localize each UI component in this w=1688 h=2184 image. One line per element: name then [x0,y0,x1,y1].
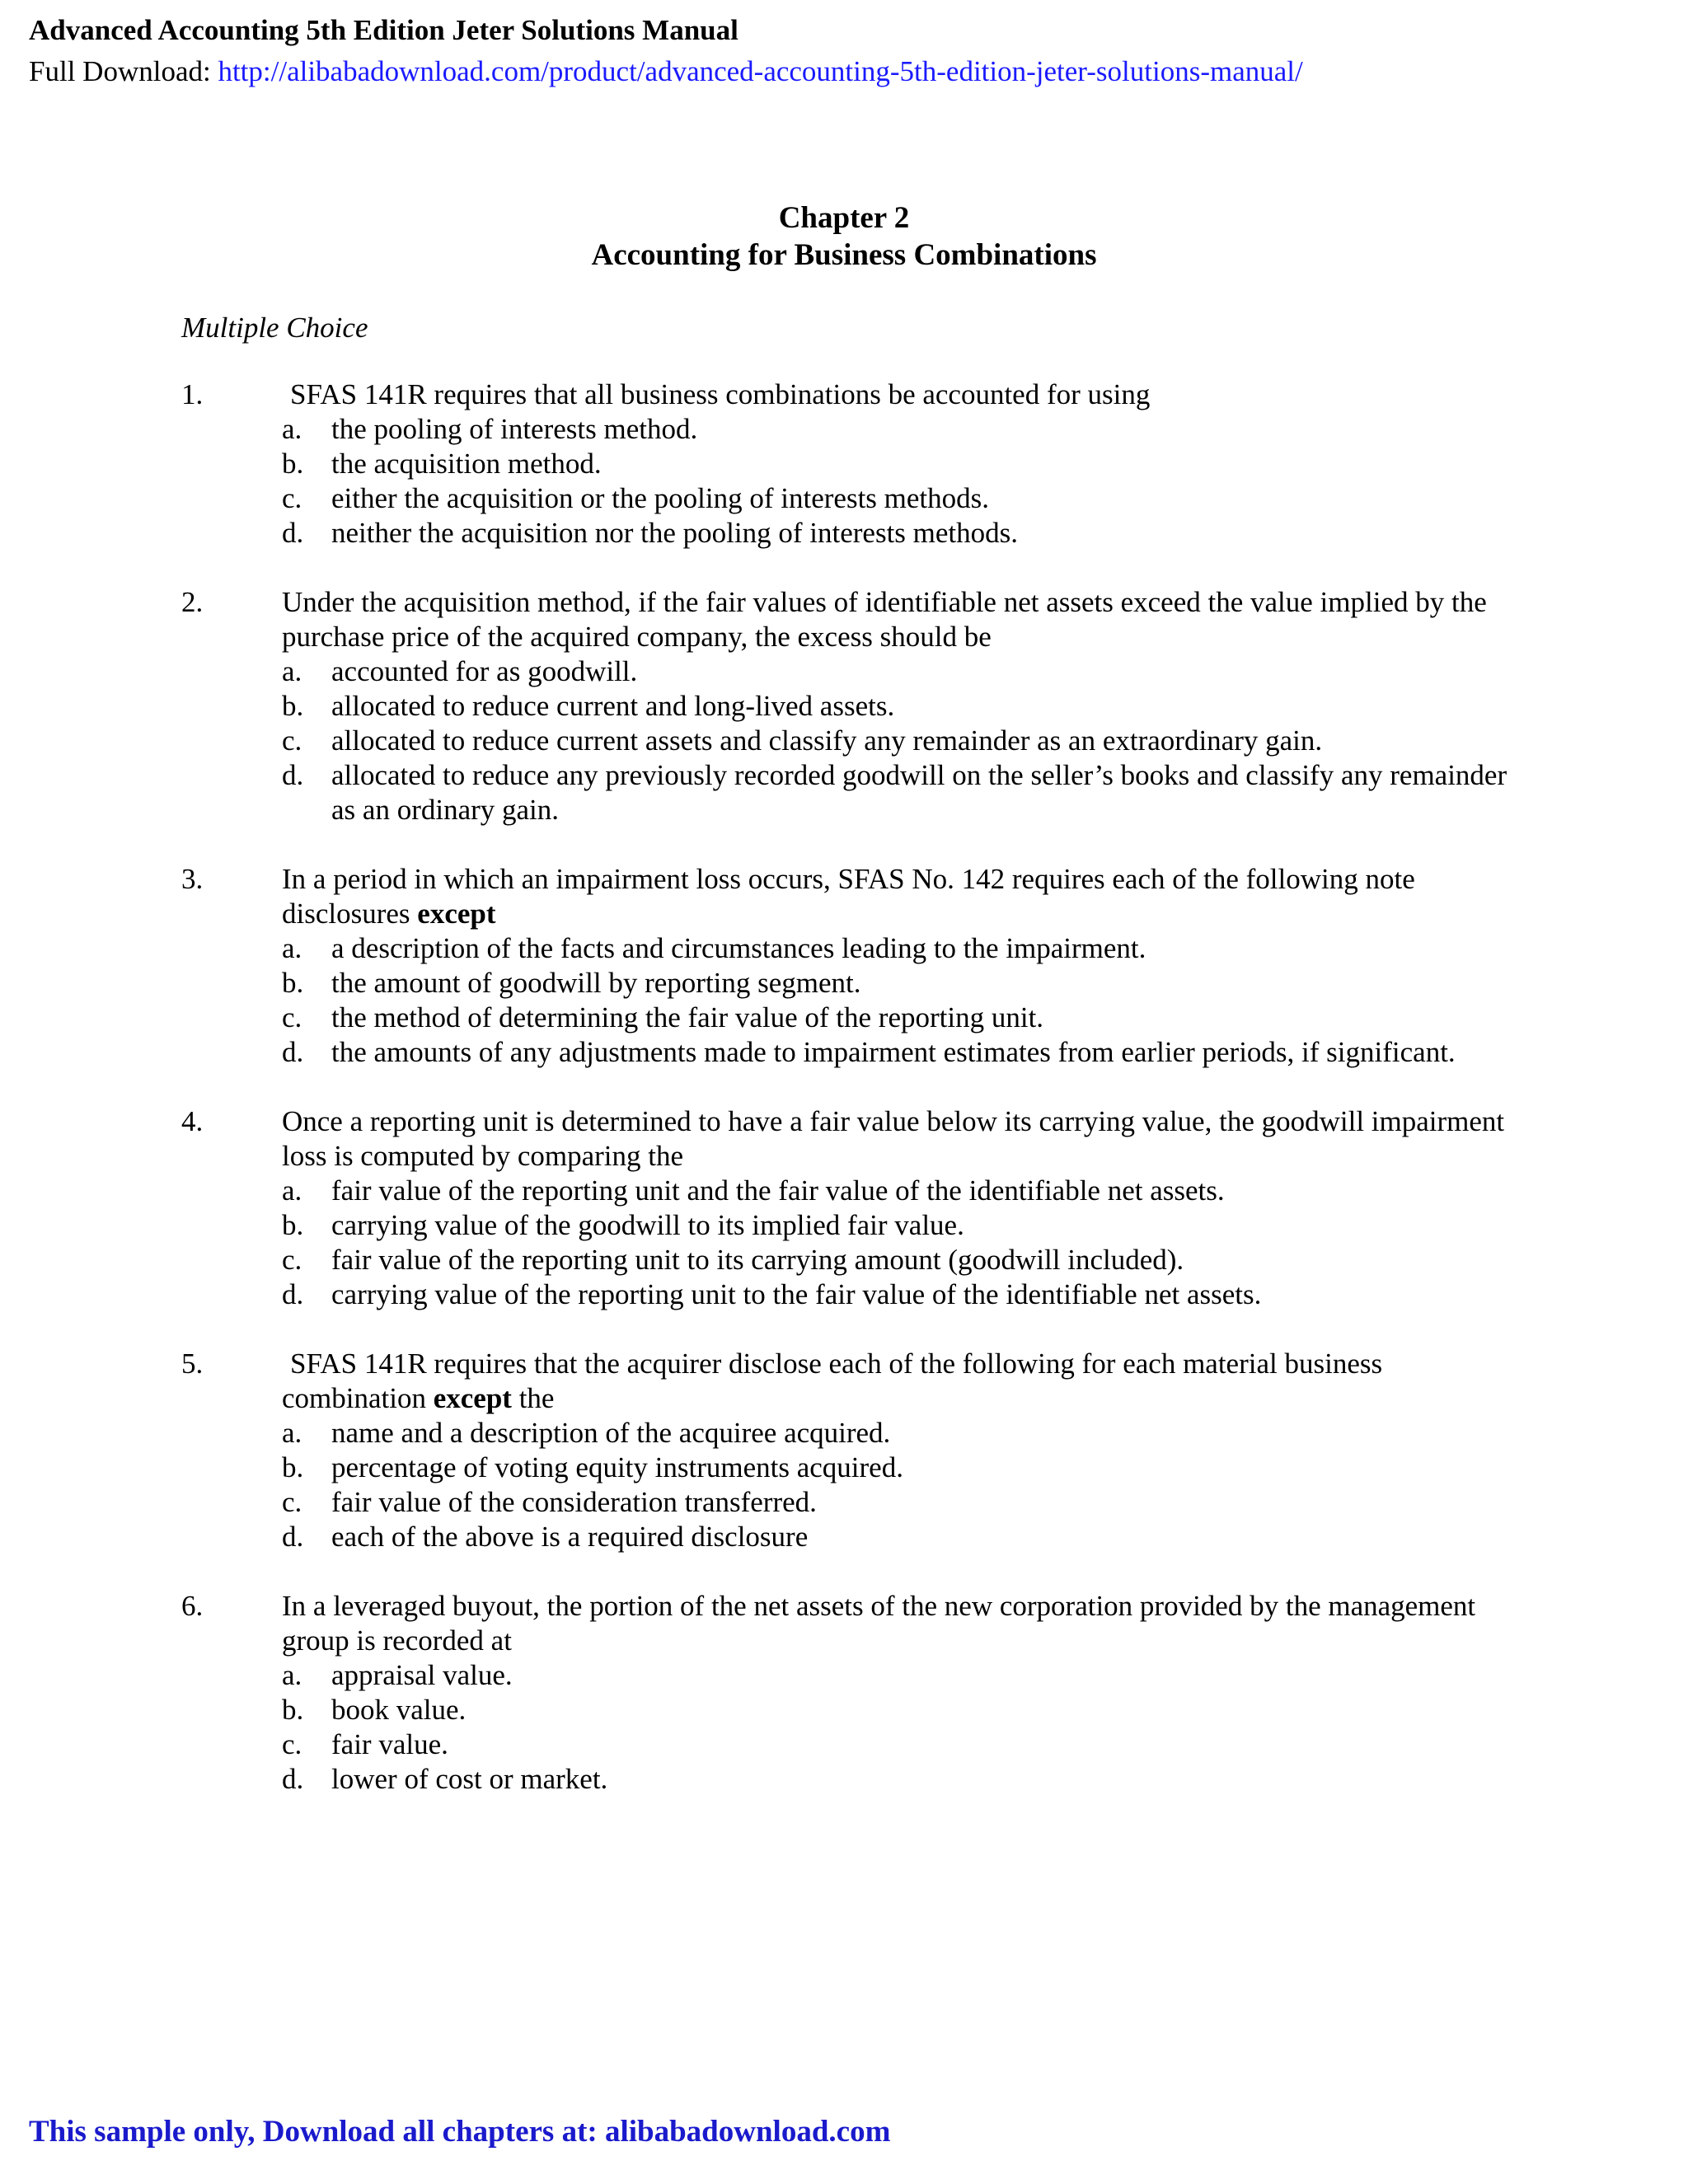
option-text: the acquisition method. [331,448,602,480]
option-text: fair value of the reporting unit and the fair value of the identifiable net assets. [331,1174,1225,1207]
option-text: each of the above is a required disclosure [331,1521,809,1553]
option-label: d. [282,1278,304,1310]
section-title: Multiple Choice [181,312,368,344]
option-text: the pooling of interests method. [331,413,698,445]
question-number: 4. [181,1105,204,1137]
option-text: either the acquisition or the pooling of interests methods. [331,482,990,514]
question-2 [181,585,1533,827]
question-6 [181,1589,1533,1797]
option-a [282,412,1533,447]
option-b [282,1693,1533,1727]
option-label: b. [282,448,304,480]
option-a [282,654,1533,689]
option-text: fair value of the reporting unit to its carrying amount (goodwill included). [331,1244,1184,1276]
question-number: 5. [181,1347,204,1380]
option-list [181,654,1533,827]
option-label: b. [282,1209,304,1241]
option-text: neither the acquisition nor the pooling of interests methods. [331,517,1019,549]
option-label: a. [282,1659,302,1691]
question-number: 6. [181,1590,204,1622]
option-text: a description of the facts and circumstances leading to the impairment. [331,932,1146,964]
option-c [282,1001,1533,1035]
option-label: d. [282,1036,304,1068]
option-d [282,1035,1533,1070]
question-list [181,377,1533,1831]
question-stem: SFAS 141R requires that the acquirer disclose each of the following for each material business combination except the [282,1347,1383,1414]
option-text: the method of determining the fair value of the reporting unit. [331,1001,1044,1033]
question-number: 2. [181,586,204,618]
option-label: d. [282,1521,304,1553]
option-list [181,1658,1533,1797]
option-label: b. [282,1694,304,1726]
option-label: a. [282,1417,302,1449]
option-label: b. [282,1451,304,1483]
question-stem: Under the acquisition method, if the fair values of identifiable net assets exceed the value implied by the purchase price of the acquired company, the excess should be [282,586,1487,653]
option-c [282,1243,1533,1277]
option-b [282,1208,1533,1243]
option-text: lower of cost or market. [331,1763,608,1795]
option-text: carrying value of the reporting unit to the fair value of the identifiable net assets. [331,1278,1262,1310]
option-d [282,758,1533,827]
option-d [282,1520,1533,1554]
option-text: allocated to reduce any previously recorded goodwill on the seller’s books and classify any remainder as an ordinary gain. [331,759,1507,826]
footer-download-notice[interactable]: This sample only, Download all chapters at: alibabadownload.com [29,2115,891,2149]
option-label: c. [282,1486,302,1518]
question-stem: In a leveraged buyout, the portion of the net assets of the new corporation provided by the management group is recorded at [282,1590,1476,1657]
download-link[interactable]: http://alibabadownload.com/product/advanced-accounting-5th-edition-jeter-solutions-manual/ [218,55,1303,87]
option-label: a. [282,932,302,964]
option-a [282,1658,1533,1693]
question-1 [181,377,1533,551]
option-label: a. [282,1174,302,1207]
chapter-title: Accounting for Business Combinations [591,238,1097,272]
option-label: d. [282,1763,304,1795]
option-label: c. [282,724,302,757]
option-list [181,1416,1533,1554]
download-prefix: Full Download: [29,55,218,87]
option-text: allocated to reduce current assets and classify any remainder as an extraordinary gain. [331,724,1323,757]
option-label: c. [282,482,302,514]
option-c [282,724,1533,758]
option-list [181,412,1533,551]
chapter-number: Chapter 2 [778,201,910,235]
option-d [282,1277,1533,1312]
question-number: 3. [181,863,204,895]
option-b [282,447,1533,481]
option-text: book value. [331,1694,467,1726]
option-b [282,689,1533,724]
option-list [181,1174,1533,1312]
question-stem: In a period in which an impairment loss occurs, SFAS No. 142 requires each of the following note disclosures except [282,863,1415,930]
option-label: a. [282,655,302,687]
option-a [282,931,1533,966]
option-d [282,516,1533,551]
option-text: the amount of goodwill by reporting segment. [331,967,861,999]
option-b [282,966,1533,1001]
option-text: fair value. [331,1728,448,1760]
question-stem: SFAS 141R requires that all business combinations be accounted for using [290,378,1151,410]
option-b [282,1451,1533,1485]
option-text: name and a description of the acquiree acquired. [331,1417,891,1449]
question-stem: Once a reporting unit is determined to have a fair value below its carrying value, the goodwill impairment loss is computed by comparing the [282,1105,1505,1172]
option-label: d. [282,759,304,791]
option-label: a. [282,413,302,445]
option-list [181,931,1533,1070]
option-label: d. [282,517,304,549]
option-a [282,1174,1533,1208]
option-text: allocated to reduce current and long-lived assets. [331,690,895,722]
document-title: Advanced Accounting 5th Edition Jeter Solutions Manual [29,14,738,46]
option-text: fair value of the consideration transferred. [331,1486,817,1518]
question-number: 1. [181,378,204,410]
option-text: percentage of voting equity instruments acquired. [331,1451,903,1483]
option-text: appraisal value. [331,1659,513,1691]
option-c [282,481,1533,516]
question-5 [181,1347,1533,1554]
option-text: accounted for as goodwill. [331,655,638,687]
option-d [282,1762,1533,1797]
option-text: carrying value of the goodwill to its implied fair value. [331,1209,964,1241]
option-label: c. [282,1244,302,1276]
download-line [29,53,1303,91]
question-3 [181,862,1533,1070]
option-c [282,1727,1533,1762]
option-c [282,1485,1533,1520]
option-a [282,1416,1533,1451]
option-label: b. [282,967,304,999]
option-label: c. [282,1728,302,1760]
option-label: c. [282,1001,302,1033]
question-4 [181,1104,1533,1312]
option-text: the amounts of any adjustments made to impairment estimates from earlier periods, if significant. [331,1036,1456,1068]
option-label: b. [282,690,304,722]
